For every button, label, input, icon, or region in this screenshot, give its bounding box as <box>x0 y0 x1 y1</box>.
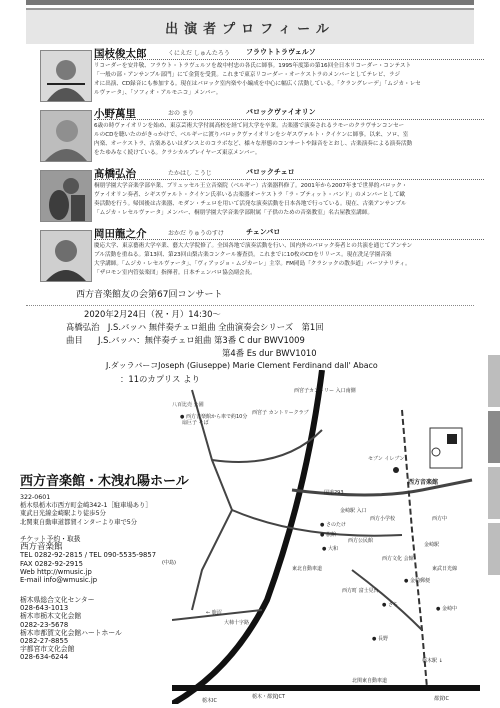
map-label: 西方公民館 <box>348 538 374 544</box>
road-center <box>232 510 402 536</box>
bio-line: 桐朋学園大学音楽学部卒業、ブリュッセル王立音楽院（ベルギー）古楽器科修了。2001年から2007年まで世界的バロック・ <box>94 183 408 189</box>
bio-line: 慶応大学、東京藝術大学卒業、藝大大学院修了。全国各地で演奏活動を行い、国内外のバロック奏者との共演を通じてアンサン <box>94 243 413 249</box>
map-label: 東北自動車道 <box>292 566 323 572</box>
venue-name: 宇都宮市文化会館 <box>20 645 75 654</box>
performer-bio <box>94 242 482 278</box>
divider <box>26 305 474 306</box>
fax: FAX 0282-92-2915 <box>20 559 83 568</box>
map-label: ● 金崎郵便 <box>404 578 430 584</box>
bio-line: 内楽、オーケストラ、古楽あるいはダンスとのコラボなど、様々な形態のコンサートや録音をとおし、古楽演奏による演奏活動 <box>94 141 413 147</box>
map-label: 金崎駅 <box>424 542 440 548</box>
map-label: 栃木・都賀JCT <box>252 694 286 700</box>
program-label: 曲目 <box>66 335 83 345</box>
performer-instrument: フラウトトラヴェルソ <box>246 48 316 56</box>
bio-line: ルのCDを聴いたのがきっかけで、ベルギーに渡りバロックヴァイオリンをシギスヴァルト・クイケンに師事。以来、ソロ、室 <box>94 132 409 138</box>
bio-line: オに出演、CD録音にも参加する。現在はバロック室内楽や小編成を中心に幅広く活動している。「クラングレーデ」「ムジカ・レセ <box>94 81 421 87</box>
performer-name: 髙橋弘治 <box>94 168 136 180</box>
map-label-hall: 西方音楽館 <box>408 479 439 486</box>
tickets-org: 西方音楽館 <box>20 542 63 553</box>
access-train: 東武日光線金崎駅より徒歩5分 <box>20 510 106 518</box>
map-label: ● さち <box>382 602 398 608</box>
performer-kana: おの まり <box>168 110 194 117</box>
venue-tel: 028-634-6244 <box>20 653 69 662</box>
performer-name: 国枝俊太郎 <box>94 48 147 60</box>
divider <box>20 488 182 489</box>
performer-kana: くにえだ しゅんたろう <box>168 50 230 57</box>
map-label: 国道293 <box>324 490 344 496</box>
website[interactable]: Web http://wmusic.jp <box>20 567 92 576</box>
profile-kunieda <box>26 46 474 102</box>
performer-instrument: バロックヴァイオリン <box>246 108 316 116</box>
bio-line: 6歳の時ヴァイオリンを始め、東京芸術大学付属高校を経て同大学を卒業。古楽器で演奏されるラモーのクラヴサンコンセー <box>94 123 405 129</box>
side-tab <box>488 467 500 519</box>
performer-bio <box>94 122 482 158</box>
venue-name: 栃木市栃木文化会館 <box>20 612 82 621</box>
bio-line: ブル活動を重ねる。第13回、第23回山梨古楽コンクール審査員。これまでに10枚のCDをリリース。現在洗足学園音楽 <box>94 252 392 258</box>
venue-tel: 0282-23-5678 <box>20 620 69 629</box>
performer-instrument: チェンバロ <box>246 228 281 236</box>
performer-name: 岡田龍之介 <box>94 228 147 240</box>
map-label: 西方中 <box>432 516 448 522</box>
concert-series: 髙橋弘治 J.S.バッハ 無伴奏チェロ組曲 全曲演奏会シリーズ 第1回 <box>66 322 324 332</box>
bio-line: 「一般の部・アンサンブル部門」にて金賞を受賞。これまで東京リコーダー・オーケストラのメンバーとしてテレビ、ラジ <box>94 72 401 78</box>
hall-location-dot <box>393 467 399 473</box>
bio-line: 奏活動を行う。帰国後は古楽器、モダン・チェロを用いて活発な演奏活動を日本各地で行っている。現在、古楽アンサンブル <box>94 201 407 207</box>
map-label: 東武日光線 <box>432 566 458 572</box>
top-rule <box>26 0 474 5</box>
bio-line: 「ムジカ・レセルヴァータ」メンバー、桐朋学園大学音楽学部附属「子供のための音楽教室」名古屋教室講師。 <box>94 210 374 216</box>
tel: TEL 0282-92-2815 / TEL 090-5535-9857 <box>20 551 157 560</box>
bio-line: ヴァイオリン奏者、シギスヴァルト・クイケン氏率いる古楽器オーケストラ「ラ・プティット・バンド」のメンバーとして歐 <box>94 192 406 198</box>
profile-takahashi <box>26 166 474 222</box>
bio-line: リコーダーを安井敬、フラウト・トラヴェルソを故中村忠の各氏に師事。1995年度第の第16回全日本リコーダー・コンテスト <box>94 63 412 69</box>
divider <box>94 59 484 60</box>
profile-okada <box>26 226 474 282</box>
map-label: 西方町 富士見台 <box>342 588 379 594</box>
venue-tel: 0282-27-8855 <box>20 637 69 646</box>
hall-address <box>20 494 152 527</box>
map-label: セブン イレブン <box>368 456 405 462</box>
map-label: ← 鹿沼 <box>206 610 222 616</box>
map-label: 西宮子カントリー 入口南側 <box>294 388 356 394</box>
program-item: 第4番 Es dur BWV1010 <box>222 348 317 358</box>
bio-line: をたゆみなく続けている。クラシカルプレイヤーズ東京メンバー。 <box>94 150 261 156</box>
map-label: 西宮子 カントリークラブ <box>252 410 309 416</box>
performer-kana: たかはし こうじ <box>168 170 212 177</box>
divider <box>94 239 484 240</box>
side-tab-active <box>488 411 500 463</box>
hall-marker <box>447 434 457 444</box>
profile-ono <box>26 106 474 162</box>
venue-name: 栃木市都賀文化会館ハートホール <box>20 628 122 637</box>
email[interactable]: E-mail info@wmusic.jp <box>20 576 98 585</box>
tickets-label: チケット予約・取扱 <box>20 535 81 543</box>
performer-photo <box>40 230 92 282</box>
bio-line: ルヴァータ」、「ソフィオ・アルモニコ」メンバー。 <box>94 90 222 96</box>
map-label: ● 旅館 <box>320 532 336 538</box>
bio-line: 大学講師。「ムジカ・レセルヴァータ」、「ヴィアッジョ・ムジカーレ」主宰。FM岡島「クラシックの散歩道」パーソナリティ。 <box>94 261 411 267</box>
tel-note: (中島) <box>162 560 176 566</box>
map-label: 栃木駅 ↓ <box>422 658 443 664</box>
map-label: 西方文化 会館 <box>382 556 414 562</box>
access-car: 北関東自動車道都賀インターより車で5分 <box>20 518 138 526</box>
map-label: 北関東自動車道 <box>352 678 388 684</box>
route-293 <box>292 480 472 495</box>
tobu-line <box>402 410 427 688</box>
hall-name: 西方音楽館・木洩れ陽ホール <box>20 474 189 489</box>
bio-line: 「ザロモン室内管弦楽団」指揮者。日本チェンバロ協会副会長。 <box>94 270 256 276</box>
venue-list <box>20 596 122 662</box>
side-tab <box>488 523 500 575</box>
program-item: ：11のカプリス より <box>120 374 200 384</box>
map-label: ● 金崎中 <box>436 606 457 612</box>
map-label: ● 大和 <box>322 546 338 552</box>
performer-bio <box>94 62 482 98</box>
performer-instrument: バロックチェロ <box>246 168 295 176</box>
venue-name: 栃木県総合文化センター <box>20 596 95 604</box>
map-label: 八百比売 公園 <box>172 402 204 408</box>
performer-name: 小野萬里 <box>94 108 136 120</box>
side-tab <box>488 355 500 407</box>
access-map <box>172 370 480 704</box>
performer-kana: おかだ りゅうのすけ <box>168 230 224 237</box>
map-label: 扇巨子 そば <box>182 420 209 426</box>
venue-tel: 028-643-1013 <box>20 604 69 613</box>
performer-bio <box>94 182 482 218</box>
map-label: ● さのたけ <box>320 522 346 528</box>
map-label: 西方小学校 <box>370 516 396 522</box>
concert-date: 2020年2月24日（祝・月）14:30～ <box>84 309 221 319</box>
address: 栃木県栃木市西方町金崎342-1［駐車場あり］ <box>20 502 152 510</box>
performer-photo <box>40 110 92 162</box>
map-label: 金崎駅 入口 <box>340 508 367 514</box>
map-label: 都賀IC <box>434 696 449 702</box>
performer-photo <box>40 170 92 222</box>
concert-title: 西方音楽館友の会第67回コンサート <box>76 290 223 300</box>
divider <box>94 119 484 120</box>
section-title: 出演者プロフィール <box>165 22 335 37</box>
program-item: J.ダッラバーコJoseph (Giuseppe) Marie Clement Ferdinand dall' Abaco <box>106 361 378 370</box>
divider <box>94 179 484 180</box>
map-label: ● 西方音楽館から車で約10分 <box>180 414 248 420</box>
map-label: ● 長野 <box>372 636 388 642</box>
side-tabs <box>488 355 500 579</box>
map-label: 大柿十字路 <box>224 620 250 626</box>
section-header <box>26 8 474 44</box>
map-label: 栃木IC <box>202 698 217 704</box>
program-item: J.S.バッハ：無伴奏チェロ組曲 第3番 C dur BWV1009 <box>98 335 305 345</box>
performer-photo <box>40 50 92 102</box>
ticket-info <box>20 535 176 585</box>
postal-code: 322-0601 <box>20 494 51 501</box>
